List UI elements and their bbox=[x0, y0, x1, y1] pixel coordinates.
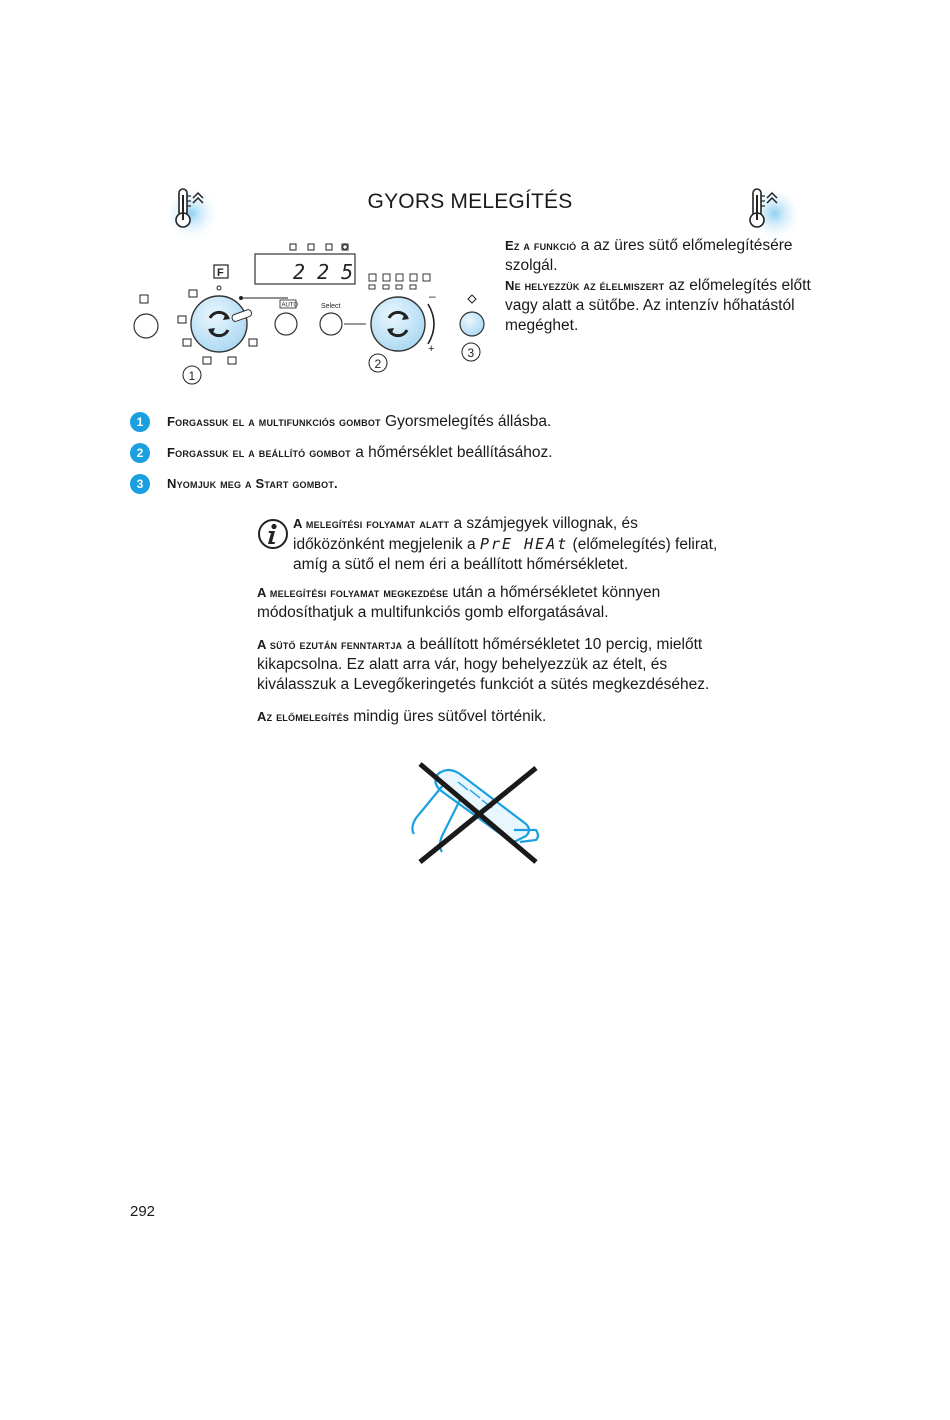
paragraph: A sütő ezután fenntartja a beállított hőmérsékletet 10 percig, mielőtt kikapcsolna. Ez alatt arra vár, hogy behelyezzük az ételt, és kiválasszuk a Levegőkeringetés funkciót a sütés megkezdéséhez. bbox=[257, 636, 710, 693]
display-value: 2 2 5 bbox=[293, 260, 354, 284]
svg-text:+: + bbox=[428, 343, 435, 355]
svg-text:AUTO: AUTO bbox=[281, 302, 299, 309]
standby-button bbox=[134, 314, 158, 338]
step-3: 3 Nyomjuk meg a Start gombot. bbox=[130, 468, 850, 499]
function-symbols-row bbox=[290, 244, 348, 250]
svg-text:3: 3 bbox=[467, 346, 475, 360]
svg-text:1: 1 bbox=[188, 369, 196, 383]
info-block: A melegítési folyamat alatt a számjegyek villognak, és időközönként megjelenik a PrE HEAt (előmelegítés) felirat, amíg a sütő el nem éri a beállított hőmérsékletet. A melegítési folyamat megkezdése után a hőmérsékletet könnyen módosíthatjuk a multifunkciós gomb elforgatásával. A sütő ezután fenntartja a beállított hőmérsékletet 10 percig, mielőtt kikapcsolna. Ez alatt arra vár, hogy behelyezzük az ételt, és kiválasszuk a Levegőkeringetés funkciót a sütés megkezdéséhez. Az előmelegítés mindig üres sütővel történik. bbox=[257, 514, 727, 727]
oven-control-panel bbox=[128, 238, 500, 394]
page-title: GYORS MELEGÍTÉS bbox=[367, 190, 573, 213]
step-number: 1 bbox=[130, 412, 150, 432]
svg-text:F: F bbox=[217, 267, 224, 279]
auto-button bbox=[275, 313, 297, 335]
svg-text:–: – bbox=[429, 289, 436, 303]
step-1: 1 Forgassuk el a multifunkciós gombot Gyorsmelegítés állásba. bbox=[130, 406, 850, 437]
svg-text:2: 2 bbox=[374, 357, 382, 371]
crossed-out-food-probe-icon bbox=[408, 760, 542, 866]
step-number: 3 bbox=[130, 474, 150, 494]
start-button bbox=[460, 312, 484, 336]
info-icon bbox=[257, 518, 289, 550]
intro-text: Ez a funkció a az üres sütő előmelegítésére szolgál. Ne helyezzük az élelmiszert az előmelegítés előtt vagy alatt a sütőbe. Az intenzív hőhatástól megéghet. bbox=[505, 237, 811, 334]
page-number: 292 bbox=[130, 1203, 156, 1220]
paragraph: A melegítési folyamat megkezdése után a hőmérsékletet könnyen módosíthatjuk a multifunkciós gomb elforgatásával. bbox=[257, 584, 661, 621]
adjustment-knob bbox=[371, 297, 434, 351]
steps-list bbox=[130, 406, 850, 499]
multifunction-knob bbox=[191, 296, 252, 352]
select-button bbox=[320, 313, 342, 335]
paragraph: Az előmelegítés mindig üres sütővel történik. bbox=[257, 708, 547, 725]
preheat-display-text: PrE HEAt bbox=[479, 535, 569, 553]
step-number: 2 bbox=[130, 443, 150, 463]
step-2: 2 Forgassuk el a beállító gombot a hőmérséklet beállításához. bbox=[130, 437, 850, 468]
select-label: Select bbox=[321, 303, 341, 310]
